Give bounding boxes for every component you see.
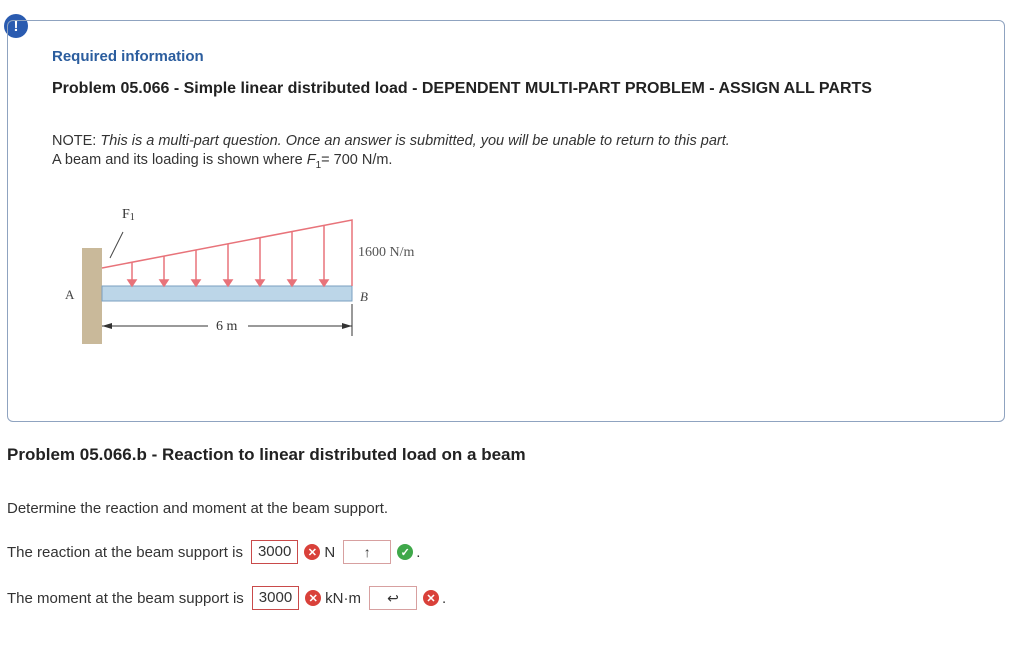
- part-title: Problem 05.066.b - Reaction to linear distributed load on a beam: [7, 445, 526, 464]
- beam-diagram: [56, 196, 456, 356]
- incorrect-icon: ✕: [423, 590, 439, 606]
- correct-icon: ✓: [397, 544, 413, 560]
- reaction-direction-select[interactable]: ↑: [343, 540, 391, 564]
- reaction-unit: N: [324, 543, 336, 561]
- required-info-heading: Required information: [52, 48, 204, 65]
- question-text: Determine the reaction and moment at the beam support.: [7, 500, 389, 517]
- reaction-row: The reaction at the beam support is 3000 ✕ N ↑ ✓ .: [7, 540, 420, 564]
- point-b-label: B: [360, 289, 368, 304]
- alert-icon: !: [4, 14, 28, 38]
- beam: [102, 286, 352, 301]
- point-a-label: A: [65, 287, 75, 302]
- moment-input[interactable]: 3000: [252, 586, 299, 610]
- load-arrows: [128, 226, 328, 286]
- note-text: NOTE: This is a multi-part question. Once an answer is submitted, you will be unable to return to this part.: [52, 133, 730, 149]
- reaction-label: The reaction at the beam support is: [7, 543, 243, 561]
- load-label: 1600 N/m: [358, 245, 415, 260]
- reaction-input[interactable]: 3000: [251, 540, 298, 564]
- moment-row: The moment at the beam support is 3000 ✕ kN·m ↩ ✕ .: [7, 586, 446, 610]
- load-outline: [102, 220, 352, 286]
- f1-leader: [110, 232, 123, 258]
- moment-label: The moment at the beam support is: [7, 589, 244, 607]
- moment-direction-select[interactable]: ↩: [369, 586, 417, 610]
- wall-support: [82, 248, 102, 344]
- problem-title: Problem 05.066 - Simple linear distributed load - DEPENDENT MULTI-PART PROBLEM - ASSIGN ALL PARTS: [52, 80, 872, 97]
- incorrect-icon: ✕: [304, 544, 320, 560]
- problem-description: A beam and its loading is shown where $F_1= 700$ N/m.: [52, 152, 393, 171]
- incorrect-icon: ✕: [305, 590, 321, 606]
- moment-unit: kN·m: [325, 589, 361, 607]
- length-label: 6 m: [216, 319, 238, 334]
- f1-label: F1: [122, 207, 135, 223]
